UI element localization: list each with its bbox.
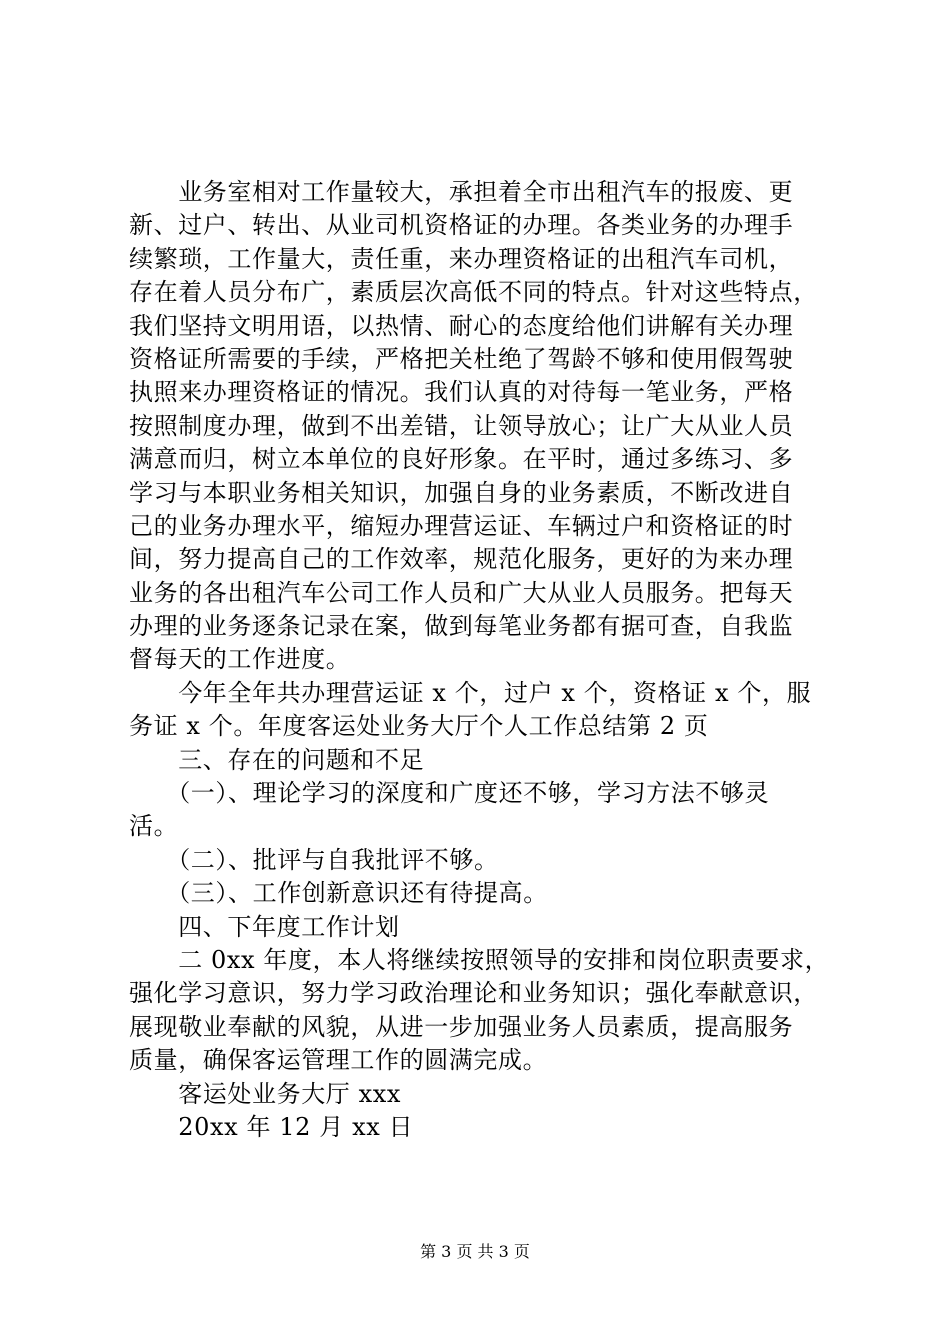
page-number-footer: 第 3 页 共 3 页: [420, 1242, 530, 1261]
text-line: 学习与本职业务相关知识，加强自身的业务素质，不断改进自: [129, 478, 794, 507]
section-heading: 三、存在的问题和不足: [129, 745, 425, 774]
signature-line: 客运处业务大厅 xxx: [129, 1079, 402, 1108]
text-line: 资格证所需要的手续，严格把关杜绝了驾龄不够和使用假驾驶: [129, 344, 794, 373]
text-line: 执照来办理资格证的情况。我们认真的对待每一笔业务，严格: [129, 378, 794, 407]
text-line: 业务的各出租汽车公司工作人员和广大从业人员服务。把每天: [129, 578, 794, 607]
text-line: 二 0xx 年度，本人将继续按照领导的安排和岗位职责要求，: [129, 945, 830, 974]
text-line: （二）、批评与自我批评不够。: [129, 845, 499, 874]
section-heading: 四、下年度工作计划: [129, 912, 400, 941]
text-line: 按照制度办理，做到不出差错，让领导放心；让广大从业人员: [129, 411, 794, 440]
text-line: 办理的业务逐条记录在案，做到每笔业务都有据可查，自我监: [129, 612, 794, 641]
text-line: （一）、理论学习的深度和广度还不够，学习方法不够灵: [129, 779, 770, 808]
text-line: 督每天的工作进度。: [129, 645, 351, 674]
text-line: 活。: [129, 812, 179, 841]
text-line: 业务室相对工作量较大，承担着全市出租汽车的报废、更: [129, 178, 794, 206]
text-line: 续繁琐，工作量大，责任重，来办理资格证的出租汽车司机，: [129, 244, 794, 273]
document-body: [129, 176, 839, 1144]
text-line: 今年全年共办理营运证 x 个，过户 x 个，资格证 x 个，服: [129, 678, 812, 707]
text-line: （三）、工作创新意识还有待提高。: [129, 879, 548, 908]
text-line: 展现敬业奉献的风貌，从进一步加强业务人员素质，提高服务: [129, 1012, 794, 1041]
text-line: 质量，确保客运管理工作的圆满完成。: [129, 1046, 548, 1075]
date-line: 20xx 年 12 月 xx 日: [129, 1112, 414, 1141]
text-line: 务证 x 个。年度客运处业务大厅个人工作总结第 2 页: [129, 712, 709, 741]
text-line: 新、过户、转出、从业司机资格证的办理。各类业务的办理手: [129, 211, 794, 240]
text-line: 满意而归，树立本单位的良好形象。在平时，通过多练习、多: [129, 445, 794, 474]
text-line: 己的业务办理水平，缩短办理营运证、车辆过户和资格证的时: [129, 511, 794, 540]
text-line: 间，努力提高自己的工作效率，规范化服务，更好的为来办理: [129, 545, 794, 574]
text-line: 存在着人员分布广，素质层次高低不同的特点。针对这些特点，: [129, 278, 818, 307]
text-line: 我们坚持文明用语，以热情、耐心的态度给他们讲解有关办理: [129, 311, 794, 340]
text-line: 强化学习意识，努力学习政治理论和业务知识；强化奉献意识，: [129, 979, 818, 1008]
